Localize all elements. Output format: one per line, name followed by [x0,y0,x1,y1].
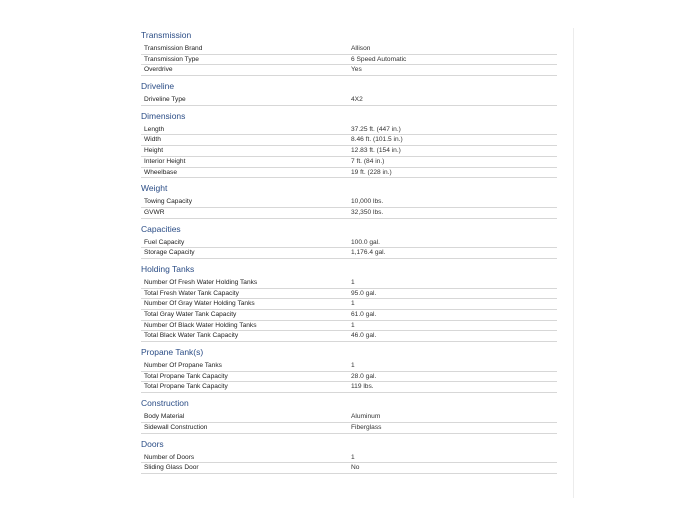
spec-value: 46.0 gal. [351,332,377,340]
spec-value: 100.0 gal. [351,238,380,246]
spec-label: Towing Capacity [144,198,193,206]
spec-label: Length [144,125,165,133]
spec-label: Height [144,147,164,155]
spec-value: 4X2 [351,96,363,104]
spec-value: 1,176.4 gal. [351,249,386,257]
section-title: Capacities [141,223,181,234]
spec-row [141,197,557,208]
spec-label: Total Fresh Water Tank Capacity [144,289,239,297]
section-capacities [127,223,573,259]
section-holding-tanks [127,263,573,342]
spec-row [141,321,557,332]
section-title: Construction [141,398,189,409]
spec-value: 1 [351,362,355,370]
spec-row [141,331,557,342]
spec-value: No [351,464,360,472]
spec-table [141,453,557,474]
spec-row [141,135,557,146]
spec-row [141,248,557,259]
spec-row [141,168,557,179]
spec-table [141,197,557,218]
spec-label: Number of Doors [144,453,195,461]
spec-row [141,55,557,66]
spec-value: 19 ft. (228 in.) [351,168,392,176]
spec-label: Driveline Type [144,96,186,104]
spec-row [141,44,557,55]
spec-label: Total Propane Tank Capacity [144,383,228,391]
spec-label: Total Black Water Tank Capacity [144,332,239,340]
spec-table [141,44,557,76]
spec-value: 32,350 lbs. [351,208,384,216]
spec-value: 12.83 ft. (154 in.) [351,147,401,155]
spec-row [141,382,557,393]
spec-label: Fuel Capacity [144,238,185,246]
section-driveline [127,80,573,106]
section-construction [127,397,573,433]
spec-table [141,95,557,106]
spec-row [141,453,557,464]
section-title: Transmission [141,30,192,40]
spec-row [141,238,557,249]
spec-value: Fiberglass [351,423,382,431]
spec-row [141,463,557,474]
spec-label: Transmission Brand [144,45,203,52]
spec-label: Number Of Black Water Holding Tanks [144,321,257,329]
spec-table [141,278,557,342]
spec-value: 1 [351,321,355,329]
spec-label: Number Of Propane Tanks [144,362,222,370]
spec-value: 1 [351,300,355,308]
spec-row [141,289,557,300]
spec-label: Wheelbase [144,168,177,176]
spec-value: 61.0 gal. [351,311,377,318]
section-dimensions [127,110,573,178]
spec-label: Transmission Type [144,55,199,63]
spec-row [141,299,557,310]
spec-value: 1 [351,453,355,461]
spec-value: 6 Speed Automatic [351,55,407,63]
spec-row [141,157,557,168]
spec-row [141,423,557,434]
spec-table [141,412,557,433]
spec-label: Sidewall Construction [144,423,208,431]
spec-row [141,361,557,372]
spec-label: Storage Capacity [144,249,195,257]
spec-row [141,95,557,106]
section-title: Holding Tanks [141,263,195,274]
spec-value: 119 lbs. [351,383,374,391]
spec-label: Number Of Fresh Water Holding Tanks [144,278,258,286]
section-title: Doors [141,438,164,449]
spec-table [141,125,557,178]
spec-row [141,310,557,321]
spec-label: Interior Height [144,157,186,165]
spec-value: Aluminum [351,413,381,421]
spec-label: Overdrive [144,66,173,74]
spec-value: 28.0 gal. [351,372,377,380]
section-title: Dimensions [141,110,186,121]
spec-label: Width [144,136,161,144]
spec-value: 10,000 lbs. [351,198,384,206]
spec-value: 8.46 ft. (101.5 in.) [351,136,403,144]
spec-value: Yes [351,66,362,74]
spec-row [141,412,557,423]
spec-value: 1 [351,278,355,286]
spec-value: 7 ft. (84 in.) [351,157,385,165]
spec-value: 95.0 gal. [351,289,377,297]
section-propane-tank-s [127,346,573,393]
spec-row [141,372,557,383]
section-transmission [127,29,573,76]
spec-row [141,146,557,157]
section-title: Propane Tank(s) [141,347,204,358]
spec-label: Sliding Glass Door [144,464,199,472]
spec-row [141,208,557,219]
specifications-panel [127,28,574,498]
spec-label: Total Propane Tank Capacity [144,372,228,380]
spec-label: Number Of Gray Water Holding Tanks [144,300,255,308]
section-title: Driveline [141,81,175,92]
spec-label: GVWR [144,208,165,216]
section-weight [127,182,573,218]
spec-value: 37.25 ft. (447 in.) [351,125,401,133]
spec-label: Body Material [144,413,185,421]
section-doors [127,438,573,474]
spec-row [141,278,557,289]
spec-table [141,238,557,259]
spec-row [141,65,557,76]
section-title: Weight [141,183,168,194]
spec-value: Allison [351,45,371,52]
spec-row [141,125,557,136]
spec-label: Total Gray Water Tank Capacity [144,311,237,318]
spec-table [141,361,557,393]
